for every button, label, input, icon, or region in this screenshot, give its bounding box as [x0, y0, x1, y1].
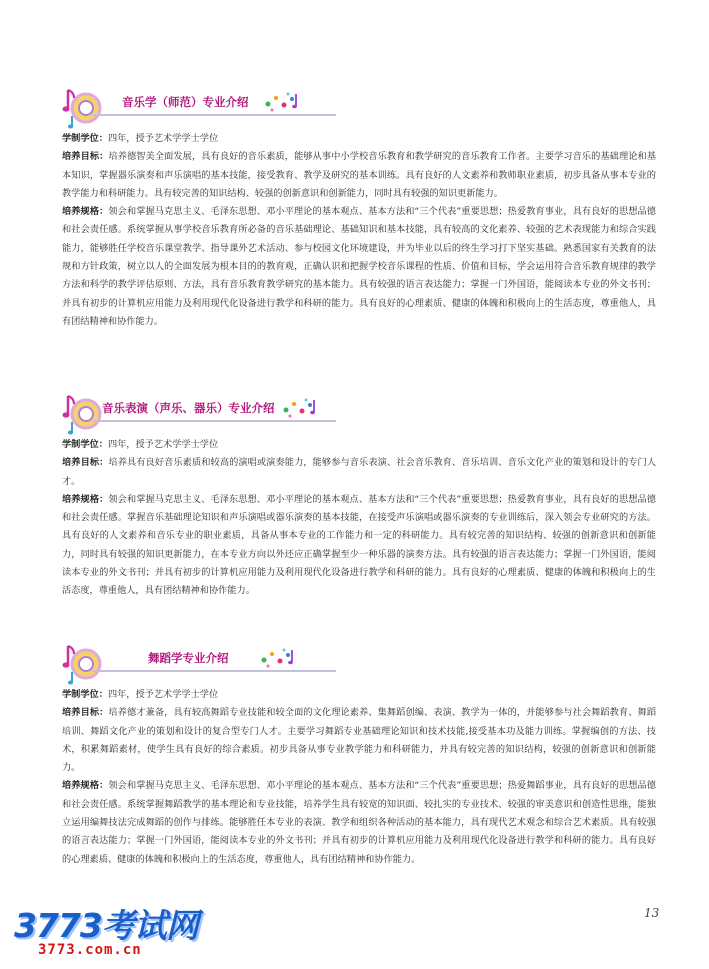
duration-paragraph — [62, 130, 656, 148]
duration-label: 学制学位： — [62, 689, 108, 700]
section-title: 音乐表演（声乐、器乐）专业介绍 — [102, 401, 275, 415]
watermark-main-text: 3773考试网 — [14, 906, 198, 945]
goal-text: 培养具有良好音乐素质和较高的演唱或演奏能力，能够参与音乐表演、社会音乐教育、音乐培训、音乐文化产业的策划和设计的专门人才。 — [62, 457, 657, 487]
duration-paragraph — [62, 686, 656, 704]
section-banner — [62, 86, 656, 122]
section-dance — [62, 642, 656, 869]
music-notes-sparkle-icon — [258, 646, 298, 670]
spec-text: 领会和掌握马克思主义、毛泽东思想、邓小平理论的基本观点、基本方法和“三个代表”重要思想；热爱舞蹈事业，具有良好的思想品德和社会责任感。系统掌握舞蹈教学的基本理论和专业技能，培养学生具有较宽的知识面、较扎实的专业技术、较强的审美意识和创造性思维，能独立运用编舞技法完成舞蹈的创作与排练。能够胜任本专业的表演、教学和组织各种活动的基本能力，具有现代艺术观念和综合艺术素质。具有较强的语言表达能力；掌握一门外国语，能阅读本专业的外文书刊；并具有初步的计算机应用能力及利用现代化设备进行教学和科研的能力。具有良好的心理素质、健康的体魄和积极向上的生活态度，尊重他人，具有团结精神和协作能力。 — [62, 780, 656, 865]
section-banner — [62, 642, 656, 678]
spec-label: 培养规格： — [62, 493, 109, 505]
spec-text: 领会和掌握马克思主义、毛泽东思想、邓小平理论的基本观点、基本方法和“三个代表”重要思想；热爱教育事业，具有良好的思想品德和社会责任感。掌握音乐基础理论知识和声乐演唱或器乐演奏的基本技能，在接受声乐演唱或器乐演奏的专业训练后，深入领会专业研究的方法。具有良好的人文素养和音乐专业的职业素质，具备从事本专业的工作能力和一定的科研能力。具有较完善的知识结构、较强的创新意识和创新能力，同时具有较强的知识更新能力，在本专业方向以外还应正确掌握至少一种乐器的演奏方法。具有较强的语言表达能力；掌握一门外国语，能阅读本专业的外文书刊；并具有初步的计算机应用能力及利用现代化设备进行教学和科研的能力。具有良好的心理素质、健康的体魄和积极向上的生活态度，尊重他人，具有团结精神和协作能力。 — [62, 493, 656, 597]
duration-text: 四年，授予艺术学学士学位 — [107, 689, 219, 700]
page-number: 13 — [644, 906, 660, 920]
goal-text: 培养德才兼备，具有较高舞蹈专业技能和较全面的文化理论素养、集舞蹈创编、表演、教学为一体的，并能够参与社会舞蹈教育、舞蹈培训、舞蹈文化产业的策划和设计的复合型专门人才。主要学习舞蹈专业基础理论知识和技术技能,接受基本功及能力训练。掌握编创的方法、技术，积累舞蹈素材，使学生具有良好的综合素质。初步具备从事专业教学能力和科研能力，并具有较完善的知识结构，较强的创新意识和创新能力。 — [62, 707, 657, 774]
spec-paragraph — [62, 491, 656, 601]
duration-label: 学制学位： — [62, 439, 108, 450]
goal-paragraph — [62, 454, 656, 491]
section-music-education — [62, 86, 656, 331]
section-music-performance — [62, 392, 656, 601]
duration-text: 四年，授予艺术学学士学位 — [107, 439, 219, 450]
music-notes-sparkle-icon — [280, 396, 320, 420]
spec-label: 培养规格： — [62, 780, 109, 792]
duration-text: 四年，授予艺术学学士学位 — [107, 133, 219, 144]
spec-paragraph — [62, 777, 656, 868]
section-title: 音乐学（师范）专业介绍 — [122, 95, 249, 109]
duration-label: 学制学位： — [62, 133, 108, 144]
section-banner — [62, 392, 656, 428]
spec-paragraph — [62, 203, 656, 331]
music-notes-sparkle-icon — [262, 90, 302, 114]
goal-paragraph — [62, 148, 656, 203]
watermark-url-text: 3773.com.cn — [38, 942, 142, 958]
duration-paragraph — [62, 436, 656, 454]
section-title: 舞蹈学专业介绍 — [148, 651, 229, 665]
spec-label: 培养规格： — [62, 206, 109, 218]
goal-label: 培养目标： — [62, 707, 109, 719]
site-watermark-logo — [10, 900, 210, 966]
goal-label: 培养目标： — [62, 151, 109, 163]
goal-label: 培养目标： — [62, 457, 109, 469]
spec-text: 领会和掌握马克思主义、毛泽东思想、邓小平理论的基本观点、基本方法和“三个代表”重要思想；热爱教育事业，具有良好的思想品德和社会责任感。系统掌握从事学校音乐教育所必备的音乐基础理论、基础知识和基本技能，具有较高的文化素养、较强的艺术表现能力和综合实践能力，能够胜任学校音乐课堂教学、指导课外艺术活动、参与校园文化环境建设，并为毕业以后的终生学习打下坚实基础。熟悉国家有关教育的法规和方针政策，树立以人的全面发展为根本目的的教育观，正确认识和把握学校音乐课程的性质、价值和目标，学会运用符合音乐教育规律的教学方法和科学的教学评估原则、方法，具有音乐教育教学研究的基本能力。具有较强的语言表达能力；掌握一门外国语，能阅读本专业的外文书刊；并具有初步的计算机应用能力及利用现代化设备进行教学和科研的能力。具有良好的心理素质、健康的体魄和积极向上的生活态度，尊重他人，具有团结精神和协作能力。 — [62, 206, 656, 327]
goal-text: 培养德智美全面发展，具有良好的音乐素质，能够从事中小学校音乐教育和教学研究的音乐教育工作者。主要学习音乐的基础理论和基本知识，掌握器乐演奏和声乐演唱的基本技能，接受教育、教学及研究的基本训练。具有良好的人文素养和教师职业素质，初步具备从事本专业的教学能力和科研能力。具有较完善的知识结构、较强的创新意识和创新能力，同时具有较强的知识更新能力。 — [62, 151, 657, 199]
goal-paragraph — [62, 704, 656, 777]
